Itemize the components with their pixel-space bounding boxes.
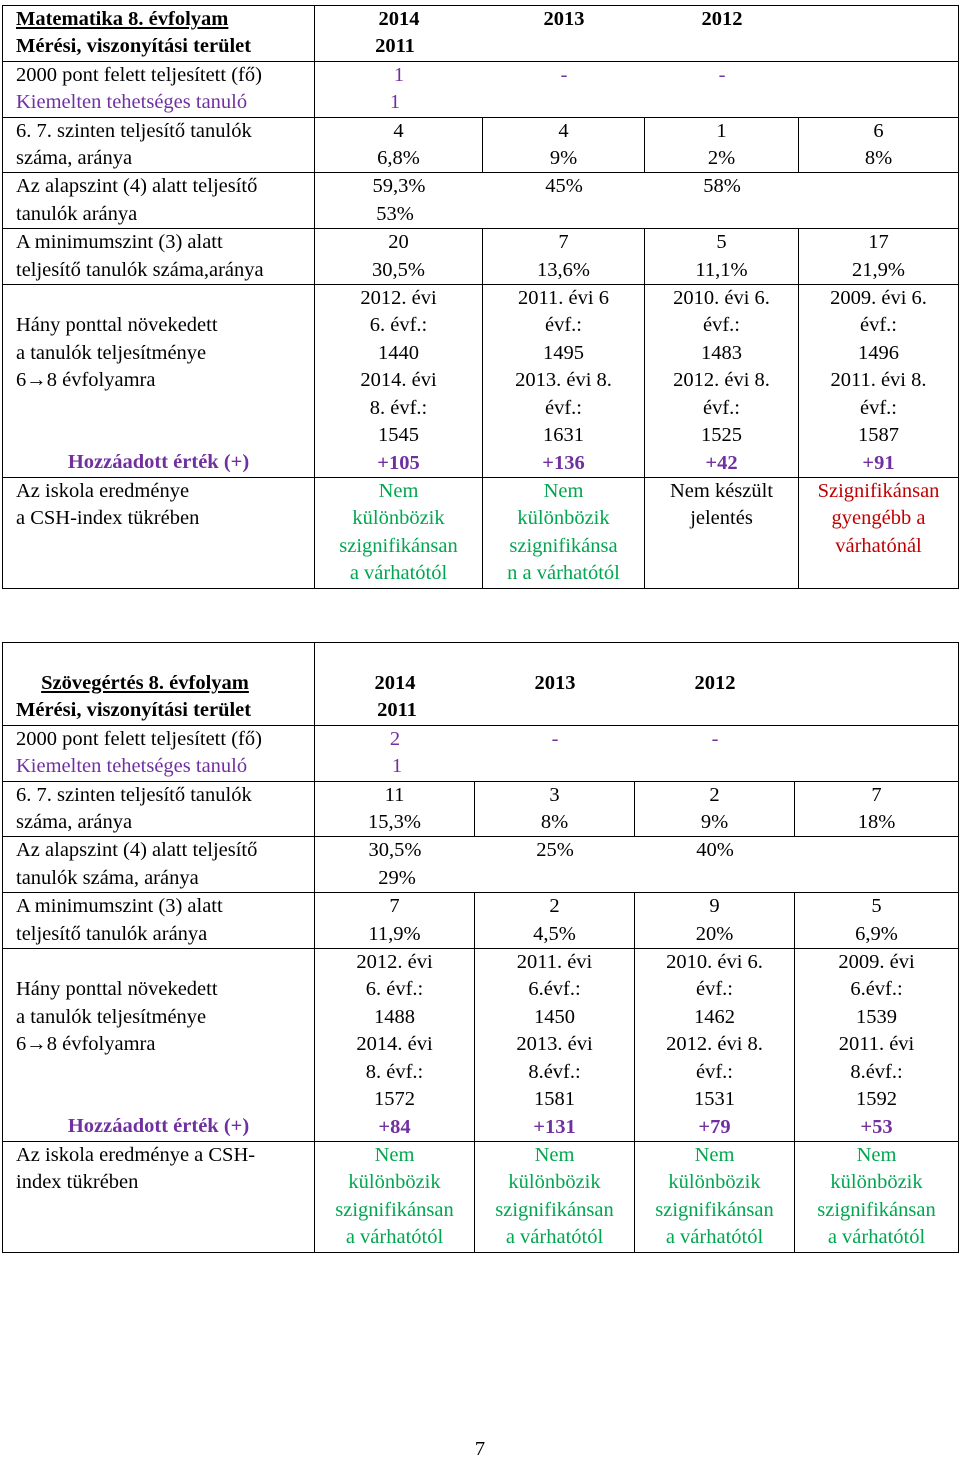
cell-text: Nem készült [669,479,774,502]
cell-text: 58% [703,175,741,198]
cell-text: 30,5% [368,839,422,862]
cell-text: 45% [545,175,583,198]
table-row [3,477,959,588]
cell-text: évf.: [860,314,897,337]
cell-text: különbözik [348,1171,441,1194]
value-cell [475,781,635,837]
row-label [3,949,315,1142]
cell-text: évf.: [696,1060,733,1083]
year-label: 2014 [378,8,420,30]
cell-text: 8% [864,147,893,170]
cell-text: 25% [536,839,574,862]
cell-text: különbözik [352,507,445,530]
table-row [3,781,959,837]
cell-text: szignifikánsan [339,534,458,557]
cell-text: 2000 pont felett teljesített (fő) [16,63,262,86]
cell-text: 2013. évi 8. [515,369,612,392]
cell-text: 6 [873,119,884,142]
cell-text: - [551,727,559,750]
cell-text: 1539 [856,1005,897,1028]
value-cell [315,477,483,588]
cell-text: Az alapszint (4) alatt teljesítő [16,839,258,862]
cell-text: Szignifikánsan [817,479,940,502]
cell-text: Kiemelten tehetséges tanuló [16,91,248,114]
value-cell [795,781,959,837]
cell-text: - [711,727,719,750]
cell-text: 1 [393,63,405,86]
cell-text: évf.: [545,314,582,337]
cell-text: 2 [709,783,720,806]
row-label [3,117,315,173]
cell-text: évf.: [703,396,740,419]
cell-text: 2013. évi [516,1033,593,1056]
cell-text: 8.évf.: [528,1060,581,1083]
table-row [3,893,959,949]
cell-text: 11,1% [695,258,748,281]
cell-text: n a várhatótól [507,562,620,585]
cell-text: a CSH-index tükrében [16,507,200,530]
cell-text: különbözik [668,1171,761,1194]
cell-text: 2011. évi 6 [518,287,609,310]
cell-text: a várhatótól [665,1226,764,1249]
row-label [3,229,315,285]
cell-text: 4,5% [533,922,576,945]
table-row [3,1141,959,1252]
cell-text: 1440 [378,341,419,364]
cell-text: 5 [871,895,882,918]
cell-text: Az iskola eredménye a CSH- [16,1143,256,1166]
cell-text: 2010. évi 6. [666,951,763,974]
row-label [3,477,315,588]
value-cell [315,61,959,117]
cell-text: 1 [389,91,401,114]
row-label [3,1141,315,1252]
added-value: +42 [705,451,738,474]
value-cell [635,893,795,949]
cell-text: 2 [549,895,560,918]
cell-text: 6. évf.: [369,314,428,337]
year-label: 2013 [534,672,576,694]
cell-text: 1462 [694,1005,735,1028]
value-cell [315,285,483,478]
row-label [3,173,315,229]
table-row [3,6,959,62]
cell-text: 2010. évi 6. [673,287,770,310]
cell-text: gyengébb a [831,507,926,530]
value-cell [315,1141,475,1252]
cell-text: 7 [558,231,569,254]
value-cell [635,949,795,1142]
year-label: 2014 [374,672,416,694]
cell-text: különbözik [830,1171,923,1194]
value-cell [315,173,959,229]
cell-text: 4 [393,119,404,142]
cell-text: 7 [389,895,400,918]
cell-text: 40% [696,839,734,862]
cell-text: 2 [389,727,401,750]
added-value: +131 [533,1115,576,1138]
cell-text: 1450 [534,1005,575,1028]
value-cell [635,781,795,837]
table-row [3,643,959,726]
cell-text: 2014. évi [360,369,437,392]
cell-text: száma, aránya [16,147,133,170]
cell-text: 30,5% [372,258,425,281]
header-cell [3,643,315,726]
cell-text: évf.: [696,978,733,1001]
row-label [3,725,315,781]
value-cell [795,893,959,949]
value-cell [315,117,483,173]
math-results-table [2,5,959,589]
cell-text: 5 [716,231,727,254]
value-cell [483,477,645,588]
cell-text: 8. évf.: [369,396,428,419]
cell-text: Nem [856,1143,897,1166]
value-cell [799,477,959,588]
cell-text: 4 [558,119,569,142]
value-cell [315,893,475,949]
cell-text: jelentés [690,507,753,530]
cell-text: 1592 [856,1088,897,1111]
cell-text: index tükrében [16,1171,139,1194]
cell-text: szignifikánsan [335,1198,454,1221]
cell-text: Nem [543,479,584,502]
year-header-cell [315,6,959,62]
cell-text: 1 [391,755,403,778]
year-header-cell [315,643,959,726]
cell-text: 2011. évi [516,951,593,974]
cell-text: 8.évf.: [850,1060,903,1083]
cell-text: 2014. évi [356,1033,433,1056]
table-title: Szövegértés 8. évfolyam [41,672,249,694]
cell-text: 2011. évi [838,1033,915,1056]
cell-text: - [718,63,726,86]
row-label [3,285,315,478]
cell-text: különbözik [508,1171,601,1194]
table-row [3,725,959,781]
row-label [3,837,315,893]
cell-text: 6→8 évfolyamra [16,369,156,392]
added-value: +84 [378,1115,411,1138]
value-cell [795,949,959,1142]
cell-text: szignifikánsan [655,1198,774,1221]
cell-text: 9% [700,811,729,834]
cell-text: 1531 [694,1088,735,1111]
table-row [3,837,959,893]
value-cell [315,837,959,893]
cell-text: a várhatótól [349,562,448,585]
cell-text: száma, aránya [16,811,133,834]
table-subtitle: Mérési, viszonyítási terület [16,699,252,722]
cell-text: 1581 [534,1088,575,1111]
table-row [3,61,959,117]
value-cell [475,949,635,1142]
cell-text: 1525 [701,424,742,447]
cell-text: 2011. évi 8. [830,369,927,392]
value-cell [475,1141,635,1252]
cell-text: 8. évf.: [365,1060,424,1083]
table-row [3,173,959,229]
cell-text: 8% [540,811,569,834]
cell-text: 59,3% [372,175,426,198]
cell-text: 20 [388,231,409,254]
value-cell [645,285,799,478]
value-cell [645,477,799,588]
cell-text: 1631 [543,424,584,447]
cell-text: a várhatótól [827,1226,926,1249]
cell-text: évf.: [703,314,740,337]
cell-text: 29% [378,866,416,889]
value-cell [315,781,475,837]
cell-text: 2% [707,147,736,170]
cell-text: Az alapszint (4) alatt teljesítő [16,175,258,198]
cell-text: tanulók aránya [16,202,138,225]
value-cell [799,117,959,173]
table-subtitle: Mérési, viszonyítási terület [16,35,252,58]
cell-text: 11 [384,783,405,806]
cell-text: Nem [378,479,419,502]
header-cell [3,6,315,62]
cell-text: a tanulók teljesítménye [16,341,207,364]
cell-text: évf.: [860,396,897,419]
cell-text: 7 [871,783,882,806]
cell-text: különbözik [517,507,610,530]
added-value: +79 [698,1115,731,1138]
row-label [3,893,315,949]
row-label [3,61,315,117]
cell-text: 1495 [543,341,584,364]
value-cell [315,229,483,285]
cell-text: 6→8 évfolyamra [16,1033,156,1056]
cell-text: - [560,63,568,86]
cell-text: szignifikánsan [495,1198,614,1221]
page-number: 7 [474,1438,486,1460]
cell-text: a várhatótól [505,1226,604,1249]
cell-text: 2009. évi [838,951,915,974]
year-label: 2011 [377,699,417,722]
cell-text: 6,9% [855,922,898,945]
added-value: +105 [377,451,420,474]
value-cell [795,1141,959,1252]
cell-text: 1 [716,119,727,142]
table-row [3,117,959,173]
value-cell [645,229,799,285]
cell-text: szignifikánsa [509,534,618,557]
cell-text: évf.: [545,396,582,419]
cell-text: 6. 7. szinten teljesítő tanulók [16,783,252,806]
value-cell [483,229,645,285]
cell-text: A minimumszint (3) alatt [16,231,223,254]
cell-text: Az iskola eredménye [16,479,190,502]
cell-text: Nem [534,1143,575,1166]
cell-text: 1483 [701,341,742,364]
added-value-label: Hozzáadott érték (+) [67,451,250,474]
table-row [3,949,959,1142]
cell-text: Hány ponttal növekedett [16,314,218,337]
cell-text: 6,8% [377,147,420,170]
cell-text: Kiemelten tehetséges tanuló [16,755,248,778]
value-cell [483,285,645,478]
cell-text: teljesítő tanulók aránya [16,922,208,945]
cell-text: 6.évf.: [850,978,903,1001]
cell-text: 2012. évi 8. [673,369,770,392]
cell-text: 6. 7. szinten teljesítő tanulók [16,119,252,142]
cell-text: A minimumszint (3) alatt [16,895,223,918]
year-label: 2012 [694,672,736,694]
cell-text: 13,6% [537,258,590,281]
cell-text: teljesítő tanulók száma,aránya [16,258,264,281]
cell-text: Hány ponttal növekedett [16,978,218,1001]
year-label: 2011 [375,35,415,58]
value-cell [475,893,635,949]
cell-text: a tanulók teljesítménye [16,1005,207,1028]
year-label: 2012 [701,8,743,30]
cell-text: várhatónál [835,534,922,557]
added-value: +53 [860,1115,893,1138]
table-title: Matematika 8. évfolyam [16,8,229,30]
value-cell [799,285,959,478]
cell-text: a várhatótól [345,1226,444,1249]
table-row [3,229,959,285]
cell-text: 2012. évi 8. [666,1033,763,1056]
cell-text: 3 [549,783,560,806]
value-cell [645,117,799,173]
row-label [3,781,315,837]
cell-text: 21,9% [852,258,905,281]
cell-text: tanulók száma, aránya [16,866,199,889]
added-value-label: Hozzáadott érték (+) [67,1115,250,1138]
cell-text: 1587 [858,424,899,447]
added-value: +136 [542,451,585,474]
cell-text: 2012. évi [360,287,437,310]
cell-text: 9% [549,147,578,170]
cell-text: 6. évf.: [365,978,424,1001]
cell-text: 20% [695,922,734,945]
cell-text: 17 [868,231,889,254]
value-cell [315,725,959,781]
reading-results-table [2,642,959,1253]
cell-text: 6.évf.: [528,978,581,1001]
value-cell [799,229,959,285]
cell-text: Nem [694,1143,735,1166]
cell-text: 2009. évi 6. [830,287,927,310]
added-value: +91 [862,451,895,474]
cell-text: 1572 [374,1088,415,1111]
cell-text: 9 [709,895,720,918]
cell-text: Nem [374,1143,415,1166]
cell-text: 2012. évi [356,951,433,974]
value-cell [483,117,645,173]
value-cell [635,1141,795,1252]
cell-text: 53% [376,202,414,225]
cell-text: 15,3% [368,811,421,834]
cell-text: 11,9% [368,922,421,945]
cell-text: 18% [857,811,896,834]
value-cell [315,949,475,1142]
table-row [3,285,959,478]
cell-text: 2000 pont felett teljesített (fő) [16,727,262,750]
cell-text: 1488 [374,1005,415,1028]
cell-text: 1545 [378,424,419,447]
cell-text: 1496 [858,341,899,364]
cell-text: szignifikánsan [817,1198,936,1221]
year-label: 2013 [543,8,585,30]
